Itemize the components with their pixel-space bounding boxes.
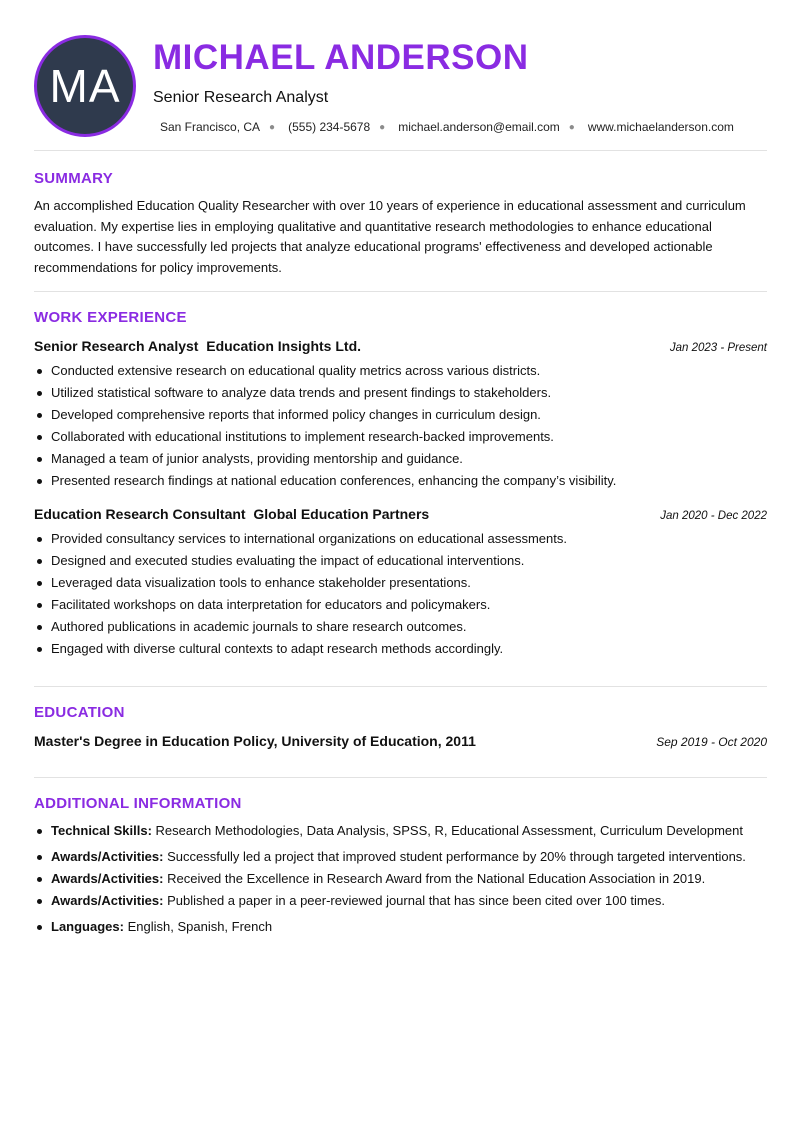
list-item: Conducted extensive research on educational quality metrics across various districts. bbox=[34, 360, 774, 382]
separator-dot-icon: ● bbox=[568, 121, 575, 133]
separator-dot-icon: ● bbox=[269, 121, 276, 133]
job-dates: Jan 2023 - Present bbox=[669, 342, 767, 354]
job-heading bbox=[34, 338, 361, 354]
divider bbox=[34, 150, 767, 151]
education-entry bbox=[34, 733, 767, 749]
list-item bbox=[34, 868, 794, 890]
avatar-initials: MA bbox=[49, 60, 121, 112]
list-item: Managed a team of junior analysts, providing mentorship and guidance. bbox=[34, 448, 774, 470]
job-bullets bbox=[34, 360, 774, 493]
separator-dot-icon: ● bbox=[379, 121, 386, 133]
candidate-title: Senior Research Analyst bbox=[153, 89, 329, 106]
item-label: Technical Skills: bbox=[51, 823, 152, 838]
list-item bbox=[34, 820, 794, 842]
summary-heading: SUMMARY bbox=[34, 170, 114, 187]
job-company: Global Education Partners bbox=[253, 506, 430, 522]
list-item bbox=[34, 916, 794, 938]
education-degree: Master's Degree in Education Policy, University of Education, 2011 bbox=[34, 733, 476, 749]
list-item bbox=[34, 846, 794, 868]
list-item: Presented research findings at national education conferences, enhancing the company’s visibility. bbox=[34, 470, 774, 492]
list-item: Authored publications in academic journals to share research outcomes. bbox=[34, 616, 774, 638]
contact-location: San Francisco, CA bbox=[160, 120, 261, 134]
item-label: Awards/Activities: bbox=[51, 871, 164, 886]
item-text: Received the Excellence in Research Award from the National Education Association in 2019. bbox=[167, 871, 706, 886]
candidate-name: MICHAEL ANDERSON bbox=[153, 38, 529, 77]
item-text: Research Methodologies, Data Analysis, SPSS, R, Educational Assessment, Curriculum Development bbox=[155, 823, 743, 838]
divider bbox=[34, 291, 767, 292]
summary-text: An accomplished Education Quality Researcher with over 10 years of experience in educational assessment and curriculum evaluation. My expertise lies in employing qualitative and quantitative research methodologies to enhance educational outcomes. I have successfully led projects that analyze educational programs' effectiveness and developed actionable recommendations for policy improvements. bbox=[34, 198, 746, 275]
item-text: Successfully led a project that improved student performance by 20% through targeted interventions. bbox=[167, 849, 746, 864]
education-heading: EDUCATION bbox=[34, 704, 125, 721]
item-label: Awards/Activities: bbox=[51, 893, 164, 908]
item-label: Languages: bbox=[51, 919, 124, 934]
additional-info-list bbox=[34, 820, 794, 938]
list-item: Developed comprehensive reports that informed policy changes in curriculum design. bbox=[34, 404, 774, 426]
list-item: Collaborated with educational institutions to implement research-backed improvements. bbox=[34, 426, 774, 448]
contact-email[interactable]: michael.anderson@email.com bbox=[398, 120, 560, 134]
job-header bbox=[34, 506, 767, 522]
item-text: English, Spanish, French bbox=[127, 919, 273, 934]
list-item: Engaged with diverse cultural contexts to adapt research methods accordingly. bbox=[34, 638, 774, 660]
job-header bbox=[34, 338, 767, 354]
job-role: Senior Research Analyst bbox=[34, 338, 199, 354]
list-item: Utilized statistical software to analyze data trends and present findings to stakeholders. bbox=[34, 382, 774, 404]
work-experience-heading: WORK EXPERIENCE bbox=[34, 309, 187, 326]
job-role: Education Research Consultant bbox=[34, 506, 246, 522]
contact-bar bbox=[160, 120, 734, 134]
divider bbox=[34, 777, 767, 778]
list-item: Leveraged data visualization tools to enhance stakeholder presentations. bbox=[34, 572, 774, 594]
list-item: Designed and executed studies evaluating the impact of educational interventions. bbox=[34, 550, 774, 572]
item-label: Awards/Activities: bbox=[51, 849, 164, 864]
list-item: Facilitated workshops on data interpretation for educators and policymakers. bbox=[34, 594, 774, 616]
job-company: Education Insights Ltd. bbox=[206, 338, 362, 354]
list-item bbox=[34, 890, 794, 912]
divider bbox=[34, 686, 767, 687]
list-item: Provided consultancy services to international organizations on educational assessments. bbox=[34, 528, 774, 550]
contact-website[interactable]: www.michaelanderson.com bbox=[587, 120, 734, 134]
job-heading bbox=[34, 506, 429, 522]
avatar bbox=[34, 35, 136, 137]
job-bullets bbox=[34, 528, 774, 661]
additional-info-heading: ADDITIONAL INFORMATION bbox=[34, 795, 242, 812]
item-text: Published a paper in a peer-reviewed journal that has since been cited over 100 times. bbox=[167, 893, 666, 908]
education-dates: Sep 2019 - Oct 2020 bbox=[656, 735, 767, 749]
contact-phone: (555) 234-5678 bbox=[288, 120, 371, 134]
job-dates: Jan 2020 - Dec 2022 bbox=[660, 510, 767, 522]
